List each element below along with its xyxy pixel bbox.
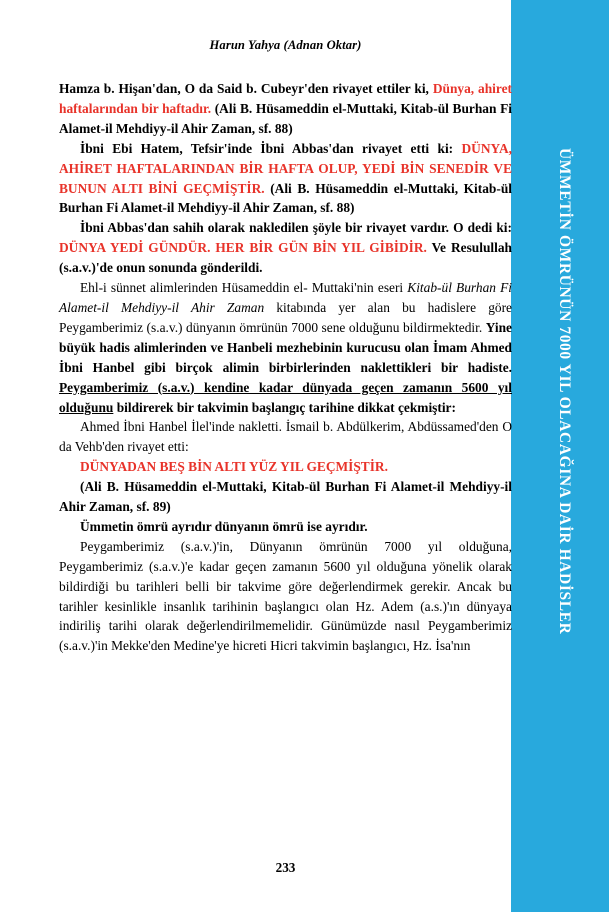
paragraph-2 xyxy=(59,139,512,219)
text-column xyxy=(59,38,513,875)
text-run: (Ali B. Hüsameddin el-Muttaki, Kitab-ül Burhan Fi Alamet-il Mehdiyy-il Ahir Zaman, sf. 88) xyxy=(59,100,513,136)
text-run: Yine büyük hadis alimlerinden ve Hanbeli mezhebinin kurucusu olan İmam Ahmed İbni Hanbel gibi birçok alimin birbirlerinden naklettikleri bir hadiste. xyxy=(59,319,512,375)
text-run: Ve Resulullah (s.a.v.)'de onun sonunda gönderildi. xyxy=(59,240,512,276)
text-run: Peygamberimiz (s.a.v.)'in, Dünyanın ömrünün 7000 yıl olduğuna, Peygamberimiz (s.a.v.)'e kadar geçen zamanın 5600 yıl olduğuna yönelik olarak bildirdiği bu tarihleri belli bir takvime göre değerlendirmek gerekir. Ancak bu tarihler kesinlikle insanlık tarihinin başlangıcı olan Hz. Adem (a.s.)'ın dünyaya indiriliş tarihi olarak değerlendirilmemelidir. Günümüzde nasıl Peygamberimiz (s.a.v.)'in Mekke'den Medine'ye hicreti Hicri takvimin başlangıcı, Hz. İsa'nın xyxy=(59,538,512,654)
highlight-run: DÜNYA, AHİRET HAFTALARINDAN BİR HAFTA OLUP, YEDİ BİN SENEDİR VE BUNUN ALTI BİNİ GEÇMİŞTİR. xyxy=(59,140,512,196)
text-run: (Ali B. Hüsameddin el-Muttaki, Kitab-ül Burhan Fi Alamet-il Mehdiyy-il Ahir Zaman, sf. 88) xyxy=(59,180,512,216)
text-run: kitabında yer alan bu hadislere göre Peygamberimiz (s.a.v.) dünyanın ömrünün 7000 sene olduğunu bildirmektedir. xyxy=(59,299,512,335)
side-band xyxy=(511,0,609,912)
page-number: 233 xyxy=(275,860,296,875)
text-run: Ümmetin ömrü ayrıdır dünyanın ömrü ise ayrıdır. xyxy=(80,518,368,534)
highlight-run: Dünya, ahiret haftalarından bir haftadır. xyxy=(59,81,513,116)
underlined-run: Peygamberimiz (s.a.v.) kendine kadar dünyada geçen zamanın 5600 yıl olduğunu xyxy=(59,379,512,415)
paragraph-6 xyxy=(59,457,512,477)
side-band-title: ÜMMETİN ÖMRÜNÜN 7000 YIL OLACAĞINA DAİR HADİSLER xyxy=(556,148,573,635)
text-run: Ahmed İbni Hanbel İlel'inde nakletti. İsmail b. Abdülkerim, Abdüssamed'den O da Vehb'den rivayet etti: xyxy=(59,419,512,455)
text-run: İbni Ebi Hatem, Tefsir'inde İbni Abbas'dan rivayet etti ki: xyxy=(80,140,462,156)
text-run: bildirerek bir takvimin başlangıç tarihine dikkat çekmiştir: xyxy=(113,399,456,415)
paragraph-1 xyxy=(59,79,512,139)
side-band-inner xyxy=(511,0,609,912)
highlight-run: DÜNYADAN BEŞ BİN ALTI YÜZ YIL GEÇMİŞTİR. xyxy=(80,459,388,475)
highlight-run: DÜNYA YEDİ GÜNDÜR. HER BİR GÜN BİN YIL GİBİDİR. xyxy=(59,240,427,256)
text-run: İbni Abbas'dan sahih olarak nakledilen şöyle bir rivayet vardır. O dedi ki: xyxy=(80,220,512,236)
text-run: Ehl-i sünnet alimlerinden Hüsameddin el- Muttaki'nin eseri xyxy=(80,280,408,296)
paragraph-3 xyxy=(59,218,512,278)
paragraph-4 xyxy=(59,278,512,417)
running-head: Harun Yahya (Adnan Oktar) xyxy=(209,38,362,52)
paragraph-8 xyxy=(59,517,512,537)
text-run: Hamza b. Hişan'dan, O da Said b. Cubeyr'den rivayet ettiler ki, xyxy=(59,81,433,96)
book-title-run: Kitab-ül Burhan Fi Alamet-il Mehdiyy-il Ahir Zaman xyxy=(59,280,512,315)
paragraph-7 xyxy=(59,477,512,517)
text-run: (Ali B. Hüsameddin el-Muttaki, Kitab-ül Burhan Fi Alamet-il Mehdiyy-il Ahir Zaman, sf. 89) xyxy=(59,479,512,515)
paragraph-5 xyxy=(59,417,512,457)
paragraph-9 xyxy=(59,537,512,656)
